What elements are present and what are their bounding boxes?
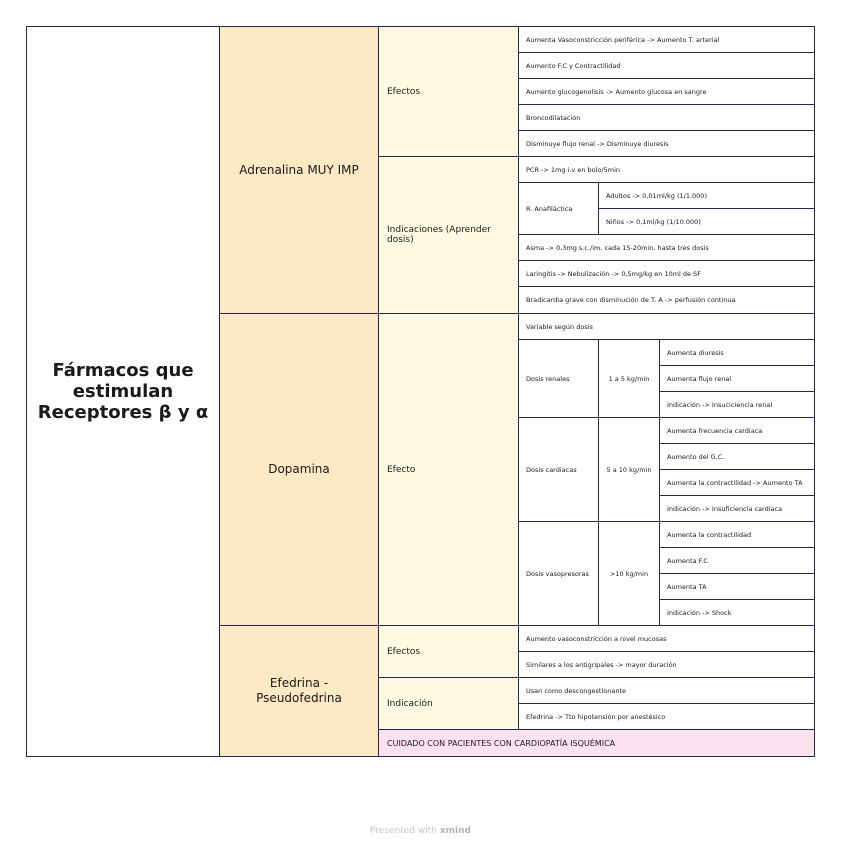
subtopic-efectos[interactable]: Efectos bbox=[378, 625, 519, 678]
leaf-efedrina[interactable]: Efedrina -> Tto hipotensión por anestésico bbox=[518, 703, 815, 730]
leaf-efedrina[interactable]: Similares a los antigripales -> mayor duración bbox=[518, 651, 815, 678]
footer-watermark: Presented with xmind bbox=[370, 826, 471, 836]
subtopic-efectos[interactable]: Efectos bbox=[378, 26, 519, 157]
leaf-indicacion[interactable]: Asma -> 0,3mg s.c./im. cada 15-20min, hasta tres dosis bbox=[518, 234, 815, 261]
node-dosis-vasopresoras[interactable]: Dosis vasopresoras bbox=[518, 521, 599, 626]
node-dose-range[interactable]: >10 kg/min bbox=[598, 521, 660, 626]
warning-note[interactable]: CUIDADO CON PACIENTES CON CARDIOPATÍA ISQUÉMICA bbox=[378, 729, 815, 757]
node-dosis-cardiacas[interactable]: Dosis cardiacas bbox=[518, 417, 599, 522]
leaf-anafilactica-dose[interactable]: Niños -> 0,1ml/kg (1/10.000) bbox=[598, 208, 815, 235]
leaf-dopamina[interactable]: Indicación -> Insuciciencia renal bbox=[659, 391, 815, 418]
leaf-dopamina[interactable]: Indicación -> Shock bbox=[659, 599, 815, 626]
leaf-variable[interactable]: Variable según dosis bbox=[518, 313, 815, 340]
leaf-dopamina[interactable]: Aumenta diuresis bbox=[659, 339, 815, 366]
leaf-dopamina[interactable]: Aumenta flujo renal bbox=[659, 365, 815, 392]
leaf-efedrina[interactable]: Aumento vasoconstricción a nivel mucosas bbox=[518, 625, 815, 652]
leaf-dopamina[interactable]: Aumenta F.C bbox=[659, 547, 815, 574]
subtopic-indicacion[interactable]: Indicación bbox=[378, 677, 519, 730]
leaf-indicacion[interactable]: Bradicardia grave con disminución de T. A -> perfusión continua bbox=[518, 286, 815, 314]
topic-dopamina[interactable] bbox=[219, 313, 379, 626]
subtopic-indicaciones[interactable]: Indicaciones (Aprender dosis) bbox=[378, 156, 519, 314]
node-dose-range[interactable]: 1 a 5 kg/min bbox=[598, 339, 660, 418]
leaf-efedrina[interactable]: Usan como descongestionante bbox=[518, 677, 815, 704]
leaf-indicacion[interactable]: PCR -> 1mg i.v en bolo/5min bbox=[518, 156, 815, 183]
root-label: Fármacos que estimulan Receptores β y α bbox=[37, 360, 209, 423]
leaf-efecto[interactable]: Disminuye flujo renal -> Disminuye diuresis bbox=[518, 130, 815, 157]
leaf-dopamina[interactable]: Aumenta TA bbox=[659, 573, 815, 600]
topic-label: Dopamina bbox=[268, 462, 330, 476]
leaf-efecto[interactable]: Aumenta Vasoconstricción periférica -> Aumento T. arterial bbox=[518, 26, 815, 53]
leaf-dopamina[interactable]: Aumenta frecuencia cardiaca bbox=[659, 417, 815, 444]
leaf-dopamina[interactable]: Indicación -> Insuficiencia cardiaca bbox=[659, 495, 815, 522]
subtopic-efecto[interactable]: Efecto bbox=[378, 313, 519, 626]
node-anafilactica[interactable]: R. Anafiláctica bbox=[518, 182, 599, 235]
topic-adrenalina[interactable] bbox=[219, 26, 379, 314]
node-dose-range[interactable]: 5 a 10 kg/min bbox=[598, 417, 660, 522]
leaf-efecto[interactable]: Aumento glucogenolisis -> Aumento glucosa en sangre bbox=[518, 78, 815, 105]
leaf-anafilactica-dose[interactable]: Adultos -> 0,01ml/kg (1/1.000) bbox=[598, 182, 815, 209]
leaf-dopamina[interactable]: Aumenta la contractilidad bbox=[659, 521, 815, 548]
leaf-efecto[interactable]: Broncodilatación bbox=[518, 104, 815, 131]
topic-label: Adrenalina MUY IMP bbox=[239, 162, 359, 177]
root-node[interactable] bbox=[26, 26, 220, 757]
leaf-dopamina[interactable]: Aumento del G.C. bbox=[659, 443, 815, 470]
topic-label: Efedrina - Pseudofedrina bbox=[256, 676, 342, 705]
leaf-efecto[interactable]: Aumento F.C y Contractilidad bbox=[518, 52, 815, 79]
topic-efedrina[interactable] bbox=[219, 625, 379, 757]
leaf-indicacion[interactable]: Laringitis -> Nebulización -> 0,5mg/kg en 10ml de SF bbox=[518, 260, 815, 287]
xmind-brand: xmind bbox=[439, 826, 471, 836]
node-dosis-renales[interactable]: Dosis renales bbox=[518, 339, 599, 418]
leaf-dopamina[interactable]: Aumenta la contractilidad -> Aumento TA bbox=[659, 469, 815, 496]
